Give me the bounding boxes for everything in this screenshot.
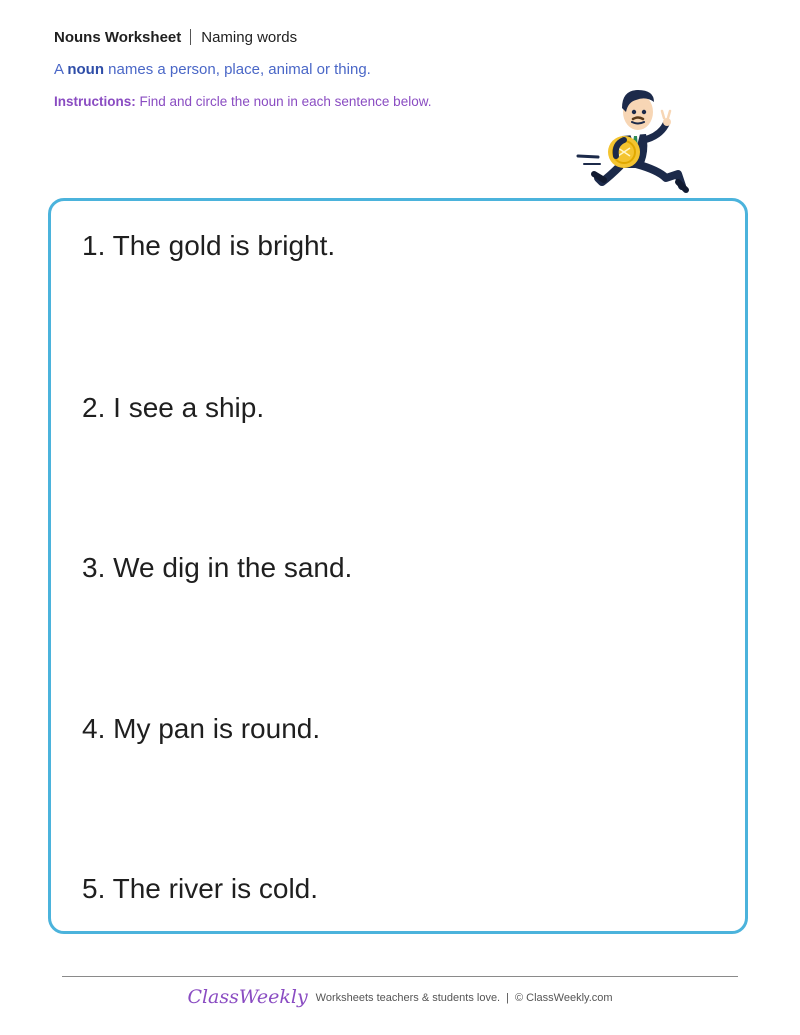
- sentence-3: 3. We dig in the sand.: [82, 552, 353, 583]
- title-row: [54, 28, 574, 48]
- noun-definition: [54, 60, 574, 80]
- definition-keyword: noun: [67, 61, 105, 78]
- worksheet-title: Nouns Worksheet: [54, 29, 182, 46]
- instructions: [54, 93, 574, 111]
- footer-separator: |: [506, 992, 509, 1004]
- definition-suffix: names a person, place, animal or thing.: [104, 61, 371, 78]
- sentence-5: 5. The river is cold.: [82, 873, 319, 904]
- sentence-1: 1. The gold is bright.: [82, 230, 336, 261]
- sentence-2: 2. I see a ship.: [82, 392, 265, 423]
- footer-divider: [62, 976, 738, 977]
- running-businessman-with-gold-coin-icon: [574, 78, 694, 198]
- footer: [0, 986, 800, 1008]
- title-divider: [190, 29, 191, 45]
- footer-tagline: Worksheets teachers & students love.: [315, 992, 501, 1004]
- classweekly-logo: ClassWeekly: [187, 986, 308, 1008]
- definition-prefix: A: [54, 61, 68, 78]
- instructions-text: Find and circle the noun in each sentence below.: [135, 94, 432, 109]
- worksheet-subtitle: Naming words: [201, 29, 298, 46]
- instructions-label: Instructions:: [54, 94, 136, 109]
- worksheet-header: [54, 28, 574, 111]
- footer-copyright: © ClassWeekly.com: [514, 992, 613, 1004]
- sentence-4: 4. My pan is round.: [82, 713, 321, 744]
